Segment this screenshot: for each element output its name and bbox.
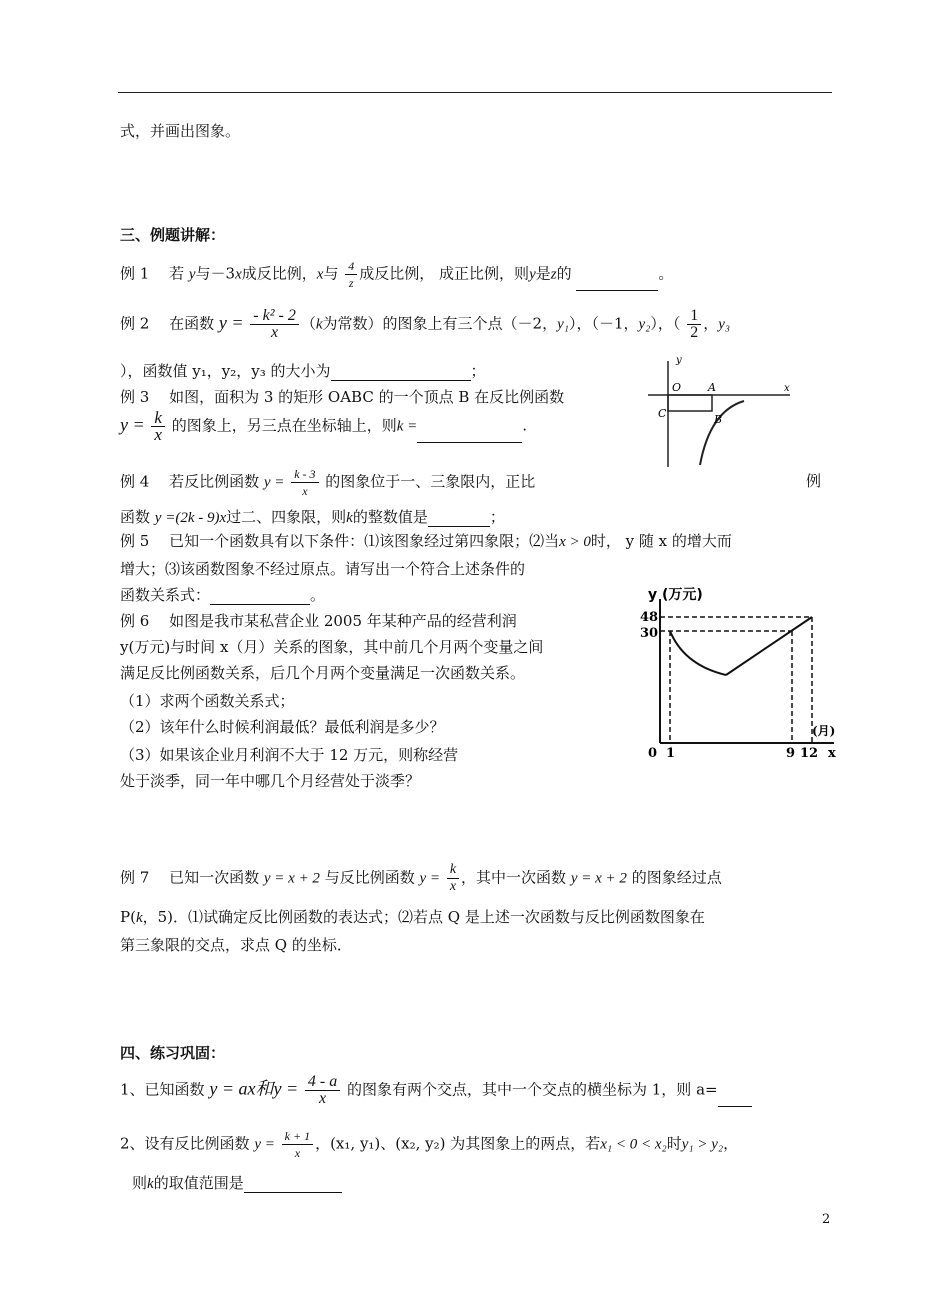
example-4: 例 4 若反比例函数 y = $\frac{k - 3}{x}$ 的图象位于一、三象限内，正比 [120,467,536,498]
practice-1: 1、已知函数 y = ax和y = $\frac{4 - a}{x}$ 的图象有两个交点，其中一个交点的横坐标为 1，则 a= [120,1074,752,1107]
fig2-x-unit: (月) [812,724,836,738]
example-4-tail: 例 [806,472,822,490]
linear-segment [726,617,812,675]
header-rule [118,92,832,93]
fig1-label-o: O [672,381,682,394]
answer-blank[interactable] [576,290,658,291]
example-6-line2: y(万元)与时间 x（月）关系的图象，其中前几个月两个变量之间 [120,638,544,656]
tick-48: 48 [640,610,659,625]
example-5-line3: 函数关系式： 。 [120,586,326,604]
example-6-line3: 满足反比例函数关系，后几个月两个变量满足一次函数关系。 [120,664,526,682]
example-7: 例 7 已知一次函数 y = x + 2 与反比例函数 y = $\frac{k}{x}$ ，其中一次函数 y = x + 2 的图象经过点 [120,862,722,894]
tick-1: 1 [666,746,676,761]
answer-blank[interactable] [210,604,310,605]
tick-9: 9 [786,746,796,761]
tick-0: 0 [648,746,658,761]
practice-2-line2: 则k的取值范围是 [132,1172,342,1193]
example-5: 例 5 已知一个函数具有以下条件：⑴该图象经过第四象限；⑵当x > 0时， y 随 x 的增大而 [120,532,732,550]
example-3-line2: y = $\frac{k}{x}$ 的图象上，另三点在坐标轴上，则k = . [120,408,528,444]
answer-blank[interactable] [244,1192,342,1193]
tick-12: 12 [800,746,819,761]
example-3: 例 3 如图，面积为 3 的矩形 OABC 的一个顶点 B 在反比例函数 [120,388,565,406]
example-2-line2: ），函数值 y₁，y₂，y₃ 的大小为 ； [120,362,486,380]
example-7-line2: P(k，5)．⑴试确定反比例函数的表达式；⑵若点 Q 是上述一次函数与反比例函数图象在 [120,908,705,926]
fig1-label-x: x [784,383,790,394]
practice-2: 2、设有反比例函数 y = $\frac{k + 1}{x}$ ，(x₁, y₁)、(x₂, y₂) 为其图象上的两点，若x₁ < 0 < x₂时y₁ > y₂， [120,1129,739,1160]
top-text: 式，并画出图象。 [120,122,241,140]
figure-rectangle-hyperbola [640,355,800,473]
page-number: 2 [822,1212,831,1227]
inverse-curve [670,631,726,675]
example-7-line3: 第三象限的交点，求点 Q 的坐标． [120,936,352,954]
answer-blank[interactable] [718,1106,752,1107]
answer-blank[interactable] [331,380,471,381]
example-6-q4: 处于淡季，同一年中哪几个月经营处于淡季？ [120,772,421,790]
fig2-y-label: y (万元) [648,587,703,603]
example-6-q1: （1）求两个函数关系式； [120,692,295,710]
answer-blank[interactable] [428,526,490,527]
example-6-q2: （2）该年什么时候利润最低？最低利润是多少？ [120,718,445,736]
example-4-line2: 函数 y =(2k - 9)x过二、四象限，则k的整数值是 ； [120,508,505,526]
section-4-heading: 四、练习巩固： [120,1044,226,1062]
fig2-x-label: x [828,746,836,761]
tick-30: 30 [640,626,659,641]
example-2: 例 2 在函数 y = $\frac{\text{- k² - 2}}{x}$ （k为常数）的图象上有三个点（－2，y₁），（－1，y₂），（ $\frac{1}{2}$ ，y₃ [120,307,731,341]
example-5-line2: 增大；⑶该函数图象不经过原点。请写出一个符合上述条件的 [120,560,526,578]
fig1-label-c: C [658,407,667,420]
fig1-label-y: y [676,355,682,366]
answer-blank[interactable] [417,442,522,443]
section-3-heading: 三、例题讲解： [120,226,226,244]
fig1-label-a: A [708,381,716,394]
example-6: 例 6 如图是我市某私营企业 2005 年某种产品的经营利润 [120,612,517,630]
figure-profit-graph [622,585,842,765]
example-1: 例 1 若 y与－3x成反比例，x与 $\frac{4}{z}$ 成反比例， 成正比例，则y是z的 。 [120,259,674,290]
example-6-q3: （3）如果该企业月利润不大于 12 万元，则称经营 [120,746,459,764]
rectangle-oabc [668,395,712,411]
fig1-label-b: B [714,413,723,426]
